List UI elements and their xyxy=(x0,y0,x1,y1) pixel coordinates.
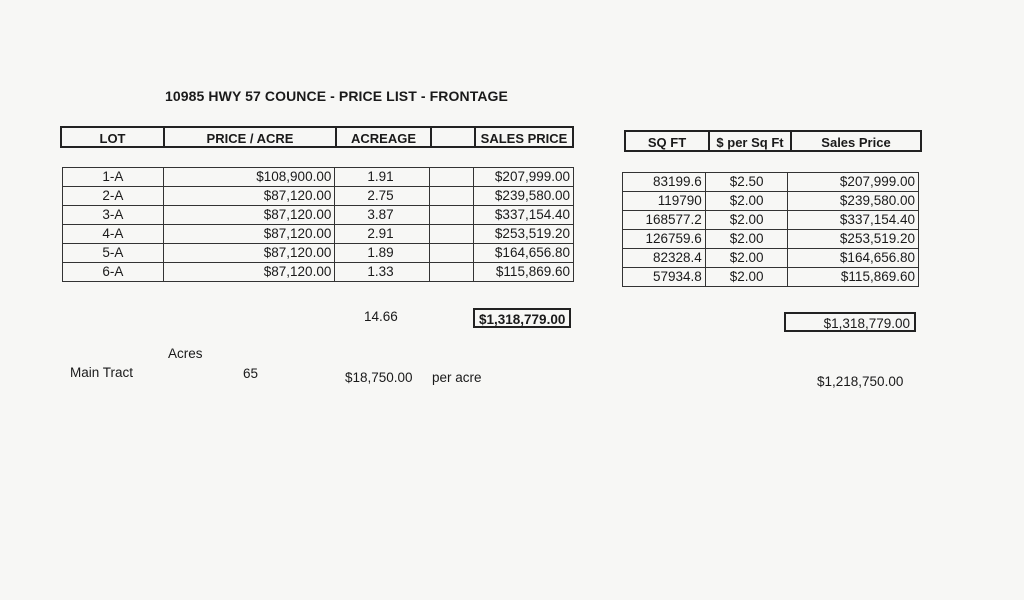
header-per-sq-ft: $ per Sq Ft xyxy=(710,132,792,150)
blank-cell xyxy=(430,187,474,206)
acreage-cell: 3.87 xyxy=(335,206,430,225)
lot-cell: 5-A xyxy=(63,244,164,263)
right-sales-price-cell: $337,154.40 xyxy=(788,211,919,230)
price-per-acre-cell: $87,120.00 xyxy=(163,244,335,263)
per-sq-ft-cell: $2.00 xyxy=(705,249,788,268)
price-per-acre-cell: $87,120.00 xyxy=(163,187,335,206)
right-table-header xyxy=(624,130,922,152)
header-sales-price: SALES PRICE xyxy=(480,131,568,146)
total-acreage: 14.66 xyxy=(364,309,398,324)
price-per-acre-cell: $87,120.00 xyxy=(163,263,335,282)
per-sq-ft-cell: $2.00 xyxy=(705,268,788,287)
lot-cell: 2-A xyxy=(63,187,164,206)
table-row xyxy=(623,249,919,268)
header-acreage: ACREAGE xyxy=(337,128,432,146)
header-blank xyxy=(432,128,476,146)
sq-ft-cell: 82328.4 xyxy=(623,249,706,268)
sales-price-cell: $337,154.40 xyxy=(474,206,574,225)
table-row xyxy=(63,187,574,206)
sq-ft-cell: 168577.2 xyxy=(623,211,706,230)
blank-cell xyxy=(430,225,474,244)
table-row xyxy=(63,263,574,282)
table-row xyxy=(63,244,574,263)
lot-cell: 3-A xyxy=(63,206,164,225)
header-right-sales-price: Sales Price xyxy=(821,135,891,150)
table-row xyxy=(63,206,574,225)
table-row xyxy=(623,192,919,211)
table-row xyxy=(63,168,574,187)
table-row xyxy=(63,225,574,244)
acreage-cell: 2.91 xyxy=(335,225,430,244)
right-total-sales-price: $1,318,779.00 xyxy=(784,312,916,332)
page-title: 10985 HWY 57 COUNCE - PRICE LIST - FRONTAGE xyxy=(165,88,508,104)
main-tract-acres: 65 xyxy=(243,366,259,381)
table-row xyxy=(623,211,919,230)
acreage-cell: 2.75 xyxy=(335,187,430,206)
main-tract-unit: per acre xyxy=(432,370,482,385)
right-sales-price-cell: $207,999.00 xyxy=(788,173,919,192)
acres-label: Acres xyxy=(168,346,203,361)
header-lot: LOT xyxy=(62,128,165,146)
sales-price-cell: $115,869.60 xyxy=(474,263,574,282)
per-sq-ft-cell: $2.00 xyxy=(705,192,788,211)
sq-ft-cell: 119790 xyxy=(623,192,706,211)
table-row xyxy=(623,230,919,249)
sq-ft-cell: 83199.6 xyxy=(623,173,706,192)
per-sq-ft-cell: $2.00 xyxy=(705,211,788,230)
blank-cell xyxy=(430,263,474,282)
lot-cell: 1-A xyxy=(63,168,164,187)
sales-price-cell: $239,580.00 xyxy=(474,187,574,206)
blank-cell xyxy=(430,168,474,187)
sales-price-cell: $207,999.00 xyxy=(474,168,574,187)
table-row xyxy=(623,268,919,287)
main-tract-label: Main Tract xyxy=(70,365,134,380)
main-tract-total: $1,218,750.00 xyxy=(817,374,904,389)
lot-cell: 6-A xyxy=(63,263,164,282)
left-table-header xyxy=(60,126,574,148)
right-price-table xyxy=(622,172,919,287)
blank-cell xyxy=(430,244,474,263)
price-per-acre-cell: $108,900.00 xyxy=(163,168,335,187)
price-per-acre-cell: $87,120.00 xyxy=(163,225,335,244)
header-sq-ft: SQ FT xyxy=(626,132,710,150)
sq-ft-cell: 57934.8 xyxy=(623,268,706,287)
acreage-cell: 1.33 xyxy=(335,263,430,282)
lot-cell: 4-A xyxy=(63,225,164,244)
left-total-sales-price: $1,318,779.00 xyxy=(473,308,571,328)
per-sq-ft-cell: $2.50 xyxy=(705,173,788,192)
main-tract-price: $18,750.00 xyxy=(345,370,413,385)
per-sq-ft-cell: $2.00 xyxy=(705,230,788,249)
blank-cell xyxy=(430,206,474,225)
table-row xyxy=(623,173,919,192)
sales-price-cell: $164,656.80 xyxy=(474,244,574,263)
right-sales-price-cell: $115,869.60 xyxy=(788,268,919,287)
right-sales-price-cell: $253,519.20 xyxy=(788,230,919,249)
acreage-cell: 1.89 xyxy=(335,244,430,263)
right-sales-price-cell: $164,656.80 xyxy=(788,249,919,268)
sales-price-cell: $253,519.20 xyxy=(474,225,574,244)
right-sales-price-cell: $239,580.00 xyxy=(788,192,919,211)
left-price-table xyxy=(62,167,574,282)
acreage-cell: 1.91 xyxy=(335,168,430,187)
price-per-acre-cell: $87,120.00 xyxy=(163,206,335,225)
sq-ft-cell: 126759.6 xyxy=(623,230,706,249)
header-price-per-acre: PRICE / ACRE xyxy=(165,128,337,146)
